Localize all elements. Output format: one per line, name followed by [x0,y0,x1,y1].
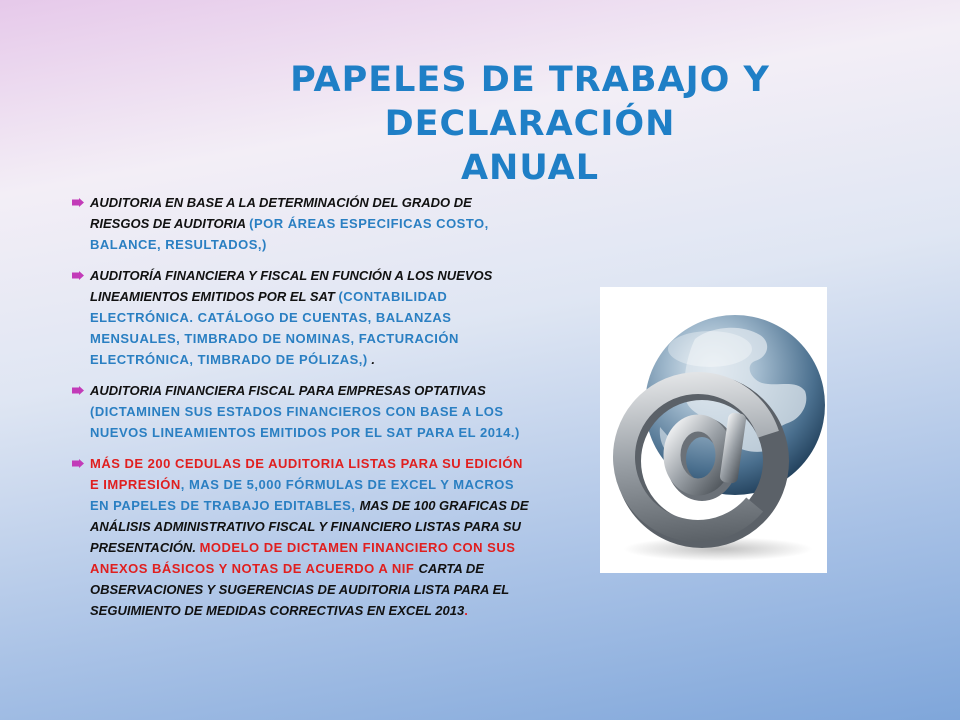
bullet-text: (CONTABILIDAD ELECTRÓNICA. CATÁLOGO DE CUENTAS, BALANZAS MENSUALES, TIMBRADO DE NOMINAS, FACTURACIÓN ELECTRÓNICA, TIMBRADO DE PÓLIZAS,) [90,289,459,367]
bullet-text: AUDITORÍA FINANCIERA Y FISCAL EN FUNCIÓN A LOS NUEVOS LINEAMIENTOS EMITIDOS POR EL SAT [90,268,493,304]
bullet-arrow-icon [72,271,84,280]
bullet-list [72,192,532,631]
bullet-text: MODELO DE DICTAMEN FINANCIERO CON SUS ANEXOS BÁSICOS Y NOTAS DE ACUERDO A NIF [90,540,516,576]
bullet-item [72,453,532,621]
bullet-arrow-icon [72,386,84,395]
bullet-arrow-icon [72,198,84,207]
globe-at-sign-icon [600,287,827,573]
bullet-text: CARTA DE OBSERVACIONES Y SUGERENCIAS DE AUDITORIA LISTA PARA EL SEGUIMIENTO DE MEDIDAS CORRECTIVAS EN EXCEL 2013 [90,561,509,618]
globe-image [600,287,827,573]
bullet-item [72,192,532,255]
bullet-text: AUDITORIA EN BASE A LA DETERMINACIÓN DEL GRADO DE RIESGOS DE AUDITORIA [90,195,472,231]
bullet-text: AUDITORIA FINANCIERA FISCAL PARA EMPRESAS OPTATIVAS [90,383,486,398]
bullet-text: (POR ÁREAS ESPECIFICAS COSTO, BALANCE, RESULTADOS,) [90,216,489,252]
bullet-text: , MAS DE 5,000 FÓRMULAS DE EXCEL Y MACROS EN PAPELES DE TRABAJO EDITABLES, [90,477,515,513]
bullet-text: . [367,352,375,367]
bullet-item [72,265,532,370]
title-line-2: ANUAL [460,148,600,188]
bullet-text: MAS DE 100 GRAFICAS DE ANÁLISIS ADMINISTRATIVO FISCAL Y FINANCIERO LISTAS PARA SU PRESENTACIÓN. [90,498,529,555]
bullet-text: MÁS DE 200 CEDULAS DE AUDITORIA LISTAS PARA SU EDICIÓN E IMPRESIÓN [90,456,523,492]
bullet-text: (DICTAMINEN SUS ESTADOS FINANCIEROS CON BASE A LOS NUEVOS LINEAMIENTOS EMITIDOS POR EL SAT PARA EL 2014.) [90,404,520,440]
slide-title [150,58,910,190]
bullet-arrow-icon [72,459,84,468]
bullet-item [72,380,532,443]
title-line-1: PAPELES DE TRABAJO Y DECLARACIÓN [290,60,770,144]
bullet-text: . [464,603,469,618]
